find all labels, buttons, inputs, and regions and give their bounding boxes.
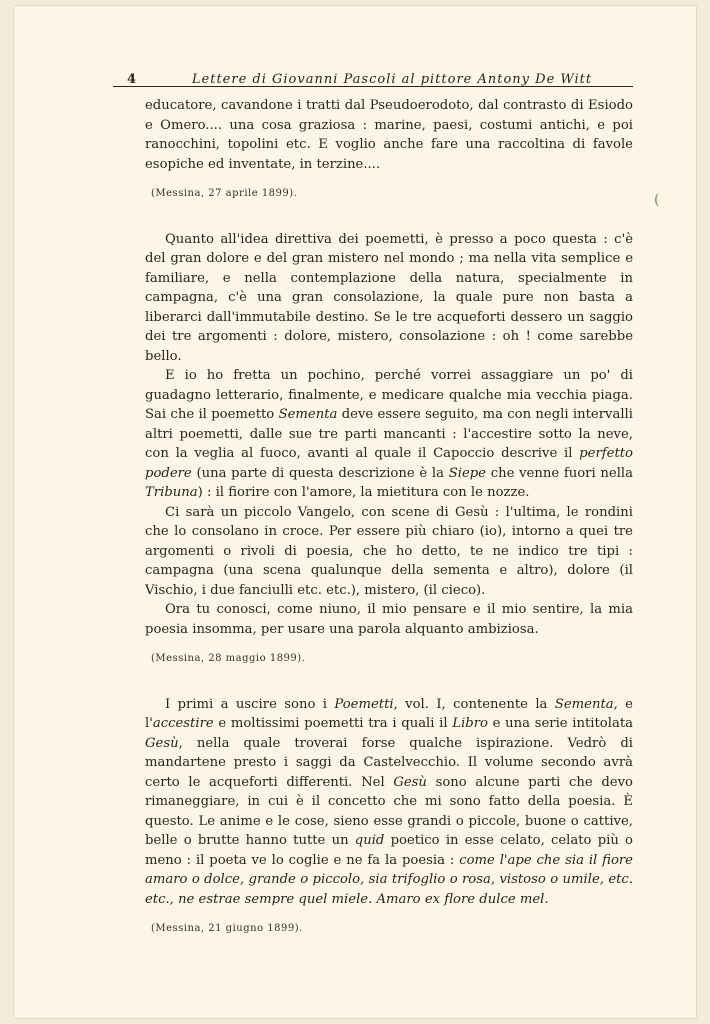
italic-text: Gesù [145,735,179,751]
letter-date: (Messina, 28 maggio 1899). [151,653,306,664]
italic-text: quid [354,833,385,848]
italic-text: Sementa [278,407,338,422]
paragraph [145,96,633,174]
text-run: educatore, cavandone i tratti dal Pseudoerodoto, dal contrasto di Esiodo e Omero.... una cosa graziosa : marine, paesi, costumi antichi, e poi ranocchini, topolini etc. E voglio anche fare una raccoltina di favole esopiche ed inventate, in terzine.... [145,98,633,172]
text-run: sono alcune parti che devo rimaneggiare, in cui è il concetto che mi sono fatto della poesia. È questo. Le anime e le cose, sieno esse grandi o piccole, buone o cattive, belle o brutte hanno tutte un [145,774,633,848]
text-run: poetico in esse celato, celato più o meno : il poeta ve lo coglie e ne fa la poesia : [145,833,633,868]
text-run: I primi a uscire sono i [165,696,335,712]
italic-text: Siepe [448,465,486,481]
letter-date: (Messina, 27 aprile 1899). [151,188,298,199]
running-title: Lettere di Giovanni Pascoli al pittore Antony De Witt [191,72,593,87]
margin-mark: ( [654,192,660,208]
text-run: deve essere seguito, ma con negli intervalli altri poemetti, dalle sue tre parti mancanti : l'accestire sotto la neve, con la veglia al fuoco, avanti al quale il Capoccio descrive il [145,407,633,461]
text-run: che venne fuori nella [486,465,634,481]
italic-text: Gesù [393,774,427,790]
letters-container [145,96,633,939]
paragraph [145,366,633,503]
letter-excerpt [145,230,633,669]
letter-excerpt [145,695,633,939]
italic-text: Poemetti [334,696,394,712]
text-run: (una parte di questa descrizione è la [191,465,449,481]
italic-text: perfetto podere [145,446,633,481]
italic-text: Sementa [554,696,614,712]
paragraph [145,600,633,639]
text-run: , vol. I, contenente la [393,696,555,712]
italic-text: Tribuna [145,485,198,500]
paragraph [145,695,633,910]
text-run: , nella quale troverai forse qualche ispirazione. Vedrò di mandartene presto i saggi da Castelvecchio. Il volume secondo avrà certo le acqueforti differenti. Nel [145,735,633,790]
italic-text: come l'ape che sia il fiore amaro o dolce, grande o piccolo, sia trifoglio o rosa, vistoso o umile, etc. etc., ne estrae sempre quel miele. Amaro ex flore dulce mel. [145,852,633,907]
text-run: E io ho fretta un pochino, perché vorrei assaggiare un po' di guadagno letterario, finalmente, e medicare qualche mia vecchia piaga. Sai che il poemetto [145,368,633,422]
text-run: e una serie intitolata [487,716,633,731]
paragraph [145,503,633,601]
letter-body [145,96,633,965]
header-rule [113,86,633,87]
text-run: , e l' [145,696,633,731]
page-number: 4 [127,72,138,87]
italic-text: Libro [452,716,488,731]
text-run: ) : il fiorire con l'amore, la mietitura con le nozze. [197,485,530,500]
italic-text: accestire [152,716,214,731]
text-run: Ci sarà un piccolo Vangelo, con scene di Gesù : l'ultima, le rondini che lo consolano in croce. Per essere più chiaro (io), intorno a quei tre argomenti o rivoli di poesia, che ho detto, te ne indico tre tipi : campagna (una scena qualunque della sementa e altro), dolore (il Vischio, i due fanciulli etc. etc.), mistero, (il cieco). [145,504,633,598]
running-header [127,72,647,87]
text-run: Quanto all'idea direttiva dei poemetti, è presso a poco questa : c'è del gran dolore e del gran mistero nel mondo ; ma nella vita semplice e familiare, e nella contemplazione della natura, specialmente in campagna, c'è una gran consolazione, la quale pure non basta a liberarci dall'immutabile destino. Se le tre acqueforti dessero un saggio dei tre argomenti : dolore, mistero, consolazione : oh ! come sarebbe bello. [145,231,633,364]
text-run: e moltissimi poemetti tra i quali il [213,716,453,731]
letter-excerpt [145,96,633,204]
paragraph [145,230,633,367]
letter-date: (Messina, 21 giugno 1899). [151,923,303,934]
text-run: Ora tu conosci, come niuno, il mio pensare e il mio sentire, la mia poesia insomma, per usare una parola alquanto ambiziosa. [145,602,633,637]
